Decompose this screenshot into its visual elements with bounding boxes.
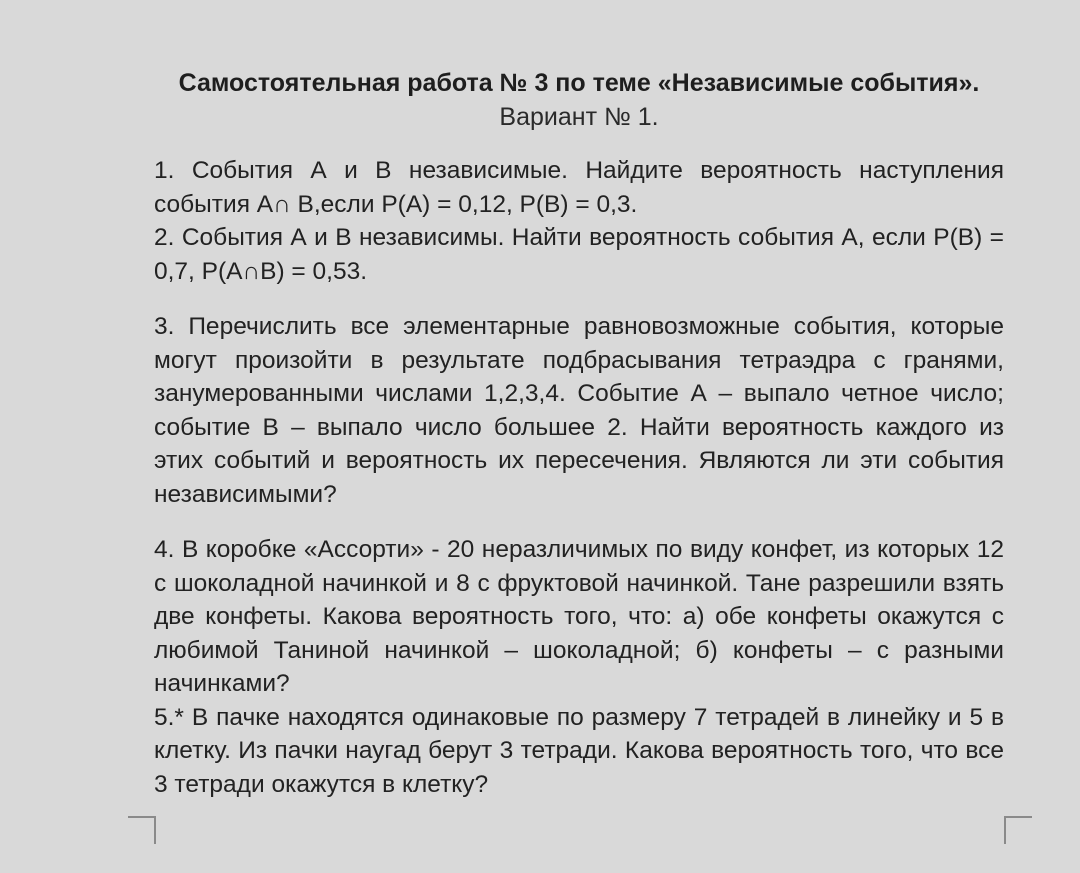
task-1: 1. События А и В независимые. Найдите вероятность наступления события А∩ В,если Р(А) = 0,12, Р(В) = 0,3. — [154, 157, 1004, 218]
tasks-4-5 — [154, 533, 1004, 801]
task-5: 5.* В пачке находятся одинаковые по размеру 7 тетрадей в линейку и 5 в клетку. Из пачки наугад берут 3 тетради. Какова вероятность того, что все 3 тетради окажутся в клетку? — [154, 703, 1004, 798]
task-3: 3. Перечислить все элементарные равновозможные события, которые могут произойти в результате подбрасывания тетраэдра с гранями, занумерованными числами 1,2,3,4. Событие А – выпало четное число; событие В – выпало число большее 2. Найти вероятность каждого из этих событий и вероятность их пересечения. Являются ли эти события независимыми? — [154, 313, 1004, 508]
variant-label: Вариант № 1. — [499, 103, 659, 131]
document-title: Самостоятельная работа № 3 по теме «Независимые события». — [178, 69, 980, 97]
tasks-1-2 — [154, 154, 1004, 288]
document-page — [154, 66, 1004, 801]
task-4: 4. В коробке «Ассорти» - 20 неразличимых по виду конфет, из которых 12 с шоколадной начинкой и 8 с фруктовой начинкой. Тане разрешили взять две конфеты. Какова вероятность того, что: а) обе конфеты окажутся с любимой Таниной начинкой – шоколадной; б) конфеты – с разными начинками? — [154, 536, 1004, 697]
page-corner-mark-left — [128, 816, 156, 844]
task-3-block — [154, 310, 1004, 511]
task-2: 2. События А и В независимы. Найти вероятность события А, если Р(В) = 0,7, Р(А∩В) = 0,53. — [154, 224, 1004, 285]
page-corner-mark-right — [1004, 816, 1032, 844]
